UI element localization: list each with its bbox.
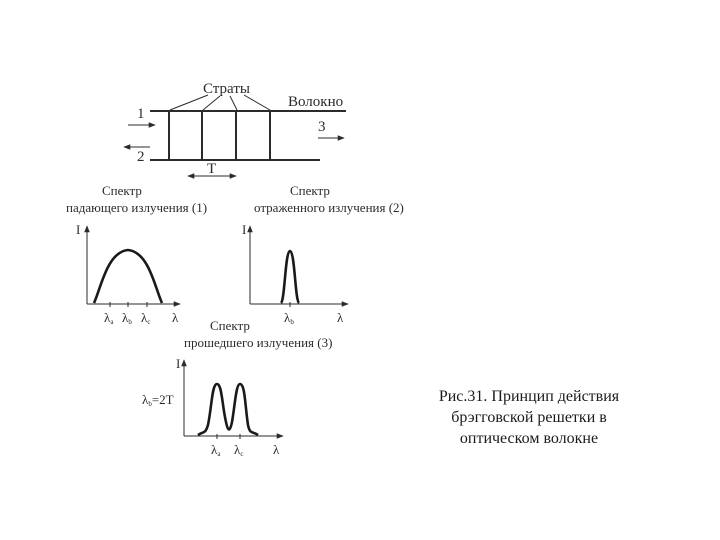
figure-caption: [404, 386, 654, 449]
ray-2-label: 2: [137, 149, 145, 165]
incident-y-label: I: [76, 222, 81, 237]
transmitted-title-line1: Спектр: [210, 318, 250, 333]
caption-line-3: оптическом волокне: [459, 430, 599, 447]
transmitted-spectrum-curve: [198, 384, 258, 435]
strata-label: Страты: [203, 81, 250, 97]
transmitted-spectrum-graph: [142, 318, 332, 458]
reflected-x-label: λ: [337, 310, 344, 325]
incident-tick-label-c: λc: [141, 310, 151, 326]
reflected-spectrum-graph: [242, 183, 404, 326]
transmitted-tick-label-a: λa: [211, 442, 221, 458]
caption-line-1: Рис.31. Принцип действия: [438, 388, 620, 405]
transmitted-x-label: λ: [273, 442, 280, 457]
period-label: Т: [207, 161, 217, 177]
incident-title-line1: Спектр: [102, 183, 142, 198]
strata-pointer-3: [230, 96, 237, 110]
incident-title-line2: падающего излучения (1): [66, 200, 208, 215]
reflected-title-line2: отраженного излучения (2): [254, 200, 404, 215]
caption-line-2: брэгговской решетки в: [451, 409, 607, 426]
incident-x-label: λ: [172, 310, 179, 325]
reflected-tick-label-b: λb: [284, 310, 294, 326]
incident-spectrum-graph: [66, 183, 207, 326]
transmitted-tick-label-c: λc: [234, 442, 244, 458]
incident-tick-label-b: λb: [122, 310, 132, 326]
reflected-spectrum-peak: [281, 251, 299, 303]
strata-pointer-4: [244, 95, 270, 110]
reflected-title-line1: Спектр: [290, 183, 330, 198]
fiber-schematic: [124, 81, 346, 177]
reflected-y-label: I: [242, 222, 247, 237]
incident-tick-label-a: λa: [104, 310, 114, 326]
bragg-condition-formula: λb=2T: [142, 392, 174, 408]
ray-1-label: 1: [137, 106, 145, 122]
transmitted-y-label: I: [176, 356, 181, 371]
ray-3-label: 3: [318, 119, 326, 135]
strata-pointer-1: [170, 95, 208, 110]
fiber-label: Волокно: [288, 94, 344, 110]
strata-pointer-2: [203, 96, 220, 110]
transmitted-title-line2: прошедшего излучения (3): [184, 335, 333, 350]
incident-spectrum-curve: [94, 250, 162, 303]
